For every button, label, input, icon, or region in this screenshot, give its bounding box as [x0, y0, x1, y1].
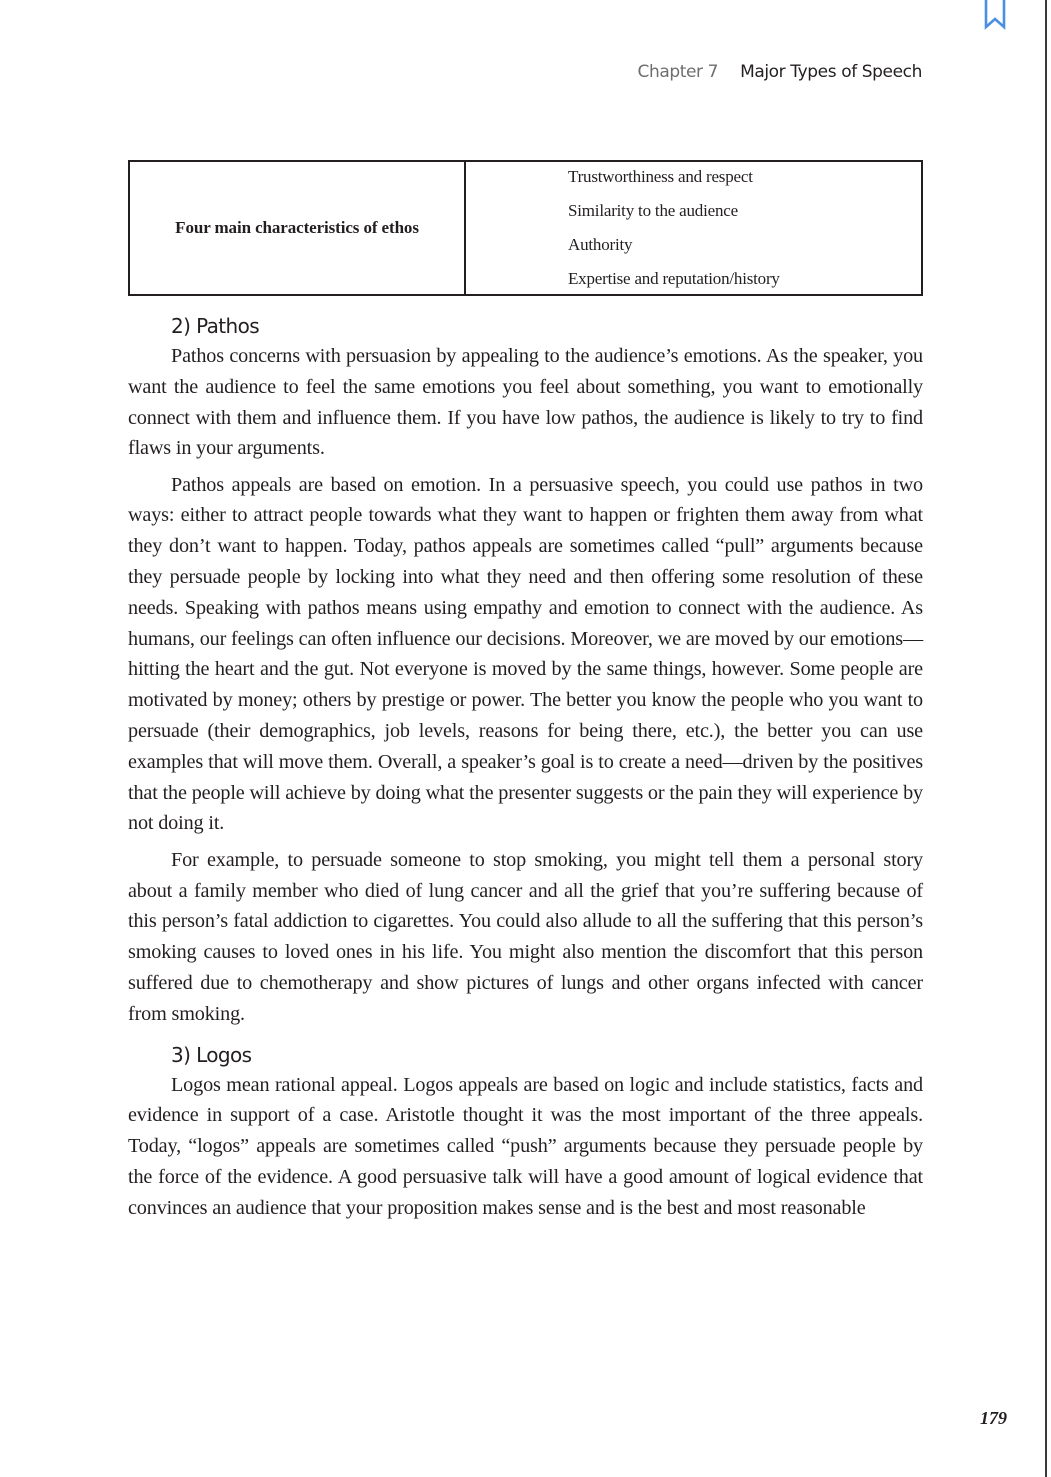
- bookmark-button[interactable]: [983, 0, 1007, 30]
- ethos-table-items: [465, 161, 922, 295]
- ethos-characteristics-table: [128, 160, 923, 296]
- chapter-title: Major Types of Speech: [740, 62, 922, 82]
- running-header: [637, 62, 922, 82]
- page-number: 179: [980, 1408, 1007, 1428]
- ethos-item: Similarity to the audience: [568, 201, 738, 220]
- paragraph: Pathos appeals are based on emotion. In a persuasive speech, you could use pathos in two ways: either to attract people towards what they want to happen or frighten them away from what they don’t want to happen. Today, pathos appeals are sometimes called “pull” arguments because they persuade people by locking into what they need and then offering some resolution of these needs. Speaking with pathos means using empathy and emotion to connect with the audience. As humans, our feelings can often influence our decisions. Moreover, we are moved by our emotions—hitting the heart and the gut. Not everyone is moved by the same things, however. Some people are motivated by money; others by prestige or power. The better you know the people who you want to persuade (their demographics, job levels, reasons for being there, etc.), the better you can use examples that will move them. Overall, a speaker’s goal is to create a need—driven by the positives that the people will achieve by doing what the presenter suggests or the pain they will experience by not doing it.: [128, 473, 924, 835]
- paragraph: For example, to persuade someone to stop smoking, you might tell them a personal story about a family member who died of lung cancer and all the grief that you’re suffering because of this person’s fatal addiction to cigarettes. You could also allude to all the suffering that this person’s smoking causes to loved ones in his life. You might also mention the discomfort that this person suffered due to chemotherapy and show pictures of lungs and other organs infected with cancer from smoking.: [128, 848, 923, 1025]
- section-logos: [128, 1040, 923, 1224]
- ethos-item: Trustworthiness and respect: [568, 167, 753, 186]
- chapter-number: Chapter 7: [637, 62, 719, 82]
- paragraph: Logos mean rational appeal. Logos appeals are based on logic and include statistics, facts and evidence in support of a case. Aristotle thought it was the most important of the three appeals. Today, “logos” appeals are sometimes called “push” arguments because they persuade people by the force of the evidence. A good persuasive talk will have a good amount of logical evidence that convinces an audience that your proposition makes sense and is the best and most reasonable: [128, 1073, 923, 1219]
- paragraph: Pathos concerns with persuasion by appealing to the audience’s emotions. As the speaker, you want the audience to feel the same emotions you feel about something, you want to emotionally connect with them and influence them. If you have low pathos, the audience is likely to try to find flaws in your arguments.: [128, 345, 923, 460]
- ethos-item: Authority: [568, 235, 633, 254]
- section-pathos: [128, 311, 923, 1030]
- section-heading-pathos: 2) Pathos: [171, 314, 260, 338]
- page-edge-divider: [1045, 0, 1047, 1477]
- ethos-item: Expertise and reputation/history: [568, 269, 780, 288]
- bookmark-icon: [983, 0, 1007, 30]
- section-heading-logos: 3) Logos: [171, 1042, 252, 1067]
- page-body: [128, 311, 923, 1224]
- ethos-table-label: Four main characteristics of ethos: [129, 161, 465, 295]
